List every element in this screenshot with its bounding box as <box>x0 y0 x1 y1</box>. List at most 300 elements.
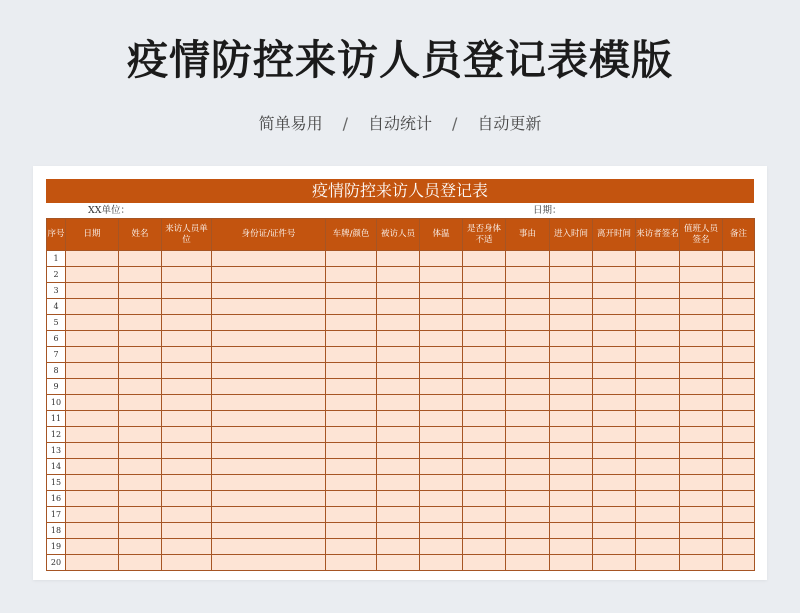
table-cell[interactable] <box>162 411 212 427</box>
table-cell[interactable] <box>506 523 550 539</box>
table-cell[interactable] <box>506 395 550 411</box>
table-cell[interactable] <box>66 507 119 523</box>
table-cell[interactable] <box>463 283 506 299</box>
table-cell[interactable] <box>162 267 212 283</box>
table-cell[interactable] <box>326 363 377 379</box>
table-cell[interactable] <box>680 555 723 571</box>
row-number: 15 <box>47 475 66 491</box>
table-cell[interactable] <box>420 315 463 331</box>
table-cell[interactable] <box>506 347 550 363</box>
table-cell[interactable] <box>723 411 755 427</box>
table-cell[interactable] <box>420 331 463 347</box>
row-number: 1 <box>47 251 66 267</box>
table-cell[interactable] <box>66 475 119 491</box>
table-cell[interactable] <box>326 283 377 299</box>
table-cell[interactable] <box>212 555 326 571</box>
table-cell[interactable] <box>463 427 506 443</box>
table-cell[interactable] <box>506 251 550 267</box>
table-cell[interactable] <box>550 251 593 267</box>
table-cell[interactable] <box>119 411 162 427</box>
table-cell[interactable] <box>212 539 326 555</box>
table-cell[interactable] <box>377 395 420 411</box>
table-cell[interactable] <box>162 491 212 507</box>
table-cell[interactable] <box>723 347 755 363</box>
table-cell[interactable] <box>636 379 680 395</box>
table-cell[interactable] <box>66 395 119 411</box>
table-cell[interactable] <box>593 299 636 315</box>
table-cell[interactable] <box>680 315 723 331</box>
table-cell[interactable] <box>593 283 636 299</box>
table-cell[interactable] <box>593 555 636 571</box>
table-cell[interactable] <box>119 523 162 539</box>
table-cell[interactable] <box>326 267 377 283</box>
table-cell[interactable] <box>680 363 723 379</box>
table-cell[interactable] <box>636 459 680 475</box>
row-number: 16 <box>47 491 66 507</box>
table-cell[interactable] <box>377 427 420 443</box>
table-cell[interactable] <box>162 283 212 299</box>
table-cell[interactable] <box>506 443 550 459</box>
table-cell[interactable] <box>506 475 550 491</box>
table-cell[interactable] <box>377 443 420 459</box>
date-label: 日期： <box>533 205 562 216</box>
table-cell[interactable] <box>326 443 377 459</box>
table-cell[interactable] <box>326 539 377 555</box>
table-cell[interactable] <box>680 539 723 555</box>
table-cell[interactable] <box>326 395 377 411</box>
table-cell[interactable] <box>326 475 377 491</box>
table-cell[interactable] <box>680 507 723 523</box>
table-cell[interactable] <box>377 267 420 283</box>
table-cell[interactable] <box>66 267 119 283</box>
table-row <box>47 331 755 347</box>
table-cell[interactable] <box>593 315 636 331</box>
table-cell[interactable] <box>326 251 377 267</box>
table-cell[interactable] <box>723 523 755 539</box>
table-cell[interactable] <box>326 459 377 475</box>
table-cell[interactable] <box>593 443 636 459</box>
table-cell[interactable] <box>636 251 680 267</box>
table-cell[interactable] <box>212 523 326 539</box>
table-cell[interactable] <box>463 315 506 331</box>
table-cell[interactable] <box>550 347 593 363</box>
table-cell[interactable] <box>723 379 755 395</box>
table-cell[interactable] <box>212 379 326 395</box>
table-cell[interactable] <box>550 395 593 411</box>
table-cell[interactable] <box>377 507 420 523</box>
table-cell[interactable] <box>420 379 463 395</box>
table-cell[interactable] <box>723 459 755 475</box>
table-cell[interactable] <box>680 475 723 491</box>
table-cell[interactable] <box>593 411 636 427</box>
table-cell[interactable] <box>723 251 755 267</box>
table-cell[interactable] <box>636 347 680 363</box>
table-cell[interactable] <box>66 411 119 427</box>
table-cell[interactable] <box>723 299 755 315</box>
table-cell[interactable] <box>377 459 420 475</box>
table-cell[interactable] <box>636 331 680 347</box>
table-cell[interactable] <box>550 315 593 331</box>
table-cell[interactable] <box>636 475 680 491</box>
table-cell[interactable] <box>162 523 212 539</box>
table-cell[interactable] <box>550 443 593 459</box>
table-cell[interactable] <box>506 539 550 555</box>
table-cell[interactable] <box>723 539 755 555</box>
table-cell[interactable] <box>463 299 506 315</box>
table-cell[interactable] <box>506 315 550 331</box>
table-cell[interactable] <box>212 363 326 379</box>
table-cell[interactable] <box>463 555 506 571</box>
table-row <box>47 347 755 363</box>
table-cell[interactable] <box>463 411 506 427</box>
table-cell[interactable] <box>593 491 636 507</box>
table-cell[interactable] <box>463 347 506 363</box>
table-cell[interactable] <box>119 299 162 315</box>
table-cell[interactable] <box>326 331 377 347</box>
table-cell[interactable] <box>420 475 463 491</box>
table-cell[interactable] <box>636 283 680 299</box>
table-cell[interactable] <box>162 315 212 331</box>
table-cell[interactable] <box>162 507 212 523</box>
table-cell[interactable] <box>420 507 463 523</box>
table-cell[interactable] <box>119 491 162 507</box>
table-cell[interactable] <box>66 491 119 507</box>
table-cell[interactable] <box>119 443 162 459</box>
table-cell[interactable] <box>550 427 593 443</box>
table-cell[interactable] <box>636 523 680 539</box>
table-cell[interactable] <box>326 299 377 315</box>
table-cell[interactable] <box>377 411 420 427</box>
table-cell[interactable] <box>420 491 463 507</box>
table-cell[interactable] <box>420 443 463 459</box>
table-cell[interactable] <box>66 379 119 395</box>
table-cell[interactable] <box>119 315 162 331</box>
table-cell[interactable] <box>162 539 212 555</box>
table-cell[interactable] <box>506 379 550 395</box>
table-cell[interactable] <box>593 459 636 475</box>
table-cell[interactable] <box>162 379 212 395</box>
table-cell[interactable] <box>636 267 680 283</box>
table-cell[interactable] <box>66 299 119 315</box>
table-cell[interactable] <box>723 507 755 523</box>
table-cell[interactable] <box>550 475 593 491</box>
table-row <box>47 283 755 299</box>
table-cell[interactable] <box>377 539 420 555</box>
table-cell[interactable] <box>119 267 162 283</box>
table-cell[interactable] <box>326 523 377 539</box>
table-row <box>47 443 755 459</box>
table-cell[interactable] <box>212 475 326 491</box>
table-cell[interactable] <box>506 331 550 347</box>
table-cell[interactable] <box>212 411 326 427</box>
table-cell[interactable] <box>66 427 119 443</box>
table-cell[interactable] <box>506 427 550 443</box>
table-cell[interactable] <box>420 395 463 411</box>
table-cell[interactable] <box>326 411 377 427</box>
table-cell[interactable] <box>723 491 755 507</box>
table-cell[interactable] <box>119 539 162 555</box>
table-cell[interactable] <box>162 347 212 363</box>
table-cell[interactable] <box>66 363 119 379</box>
table-cell[interactable] <box>420 299 463 315</box>
table-cell[interactable] <box>212 315 326 331</box>
table-cell[interactable] <box>593 523 636 539</box>
table-cell[interactable] <box>377 363 420 379</box>
table-cell[interactable] <box>66 315 119 331</box>
table-cell[interactable] <box>506 555 550 571</box>
table-cell[interactable] <box>550 283 593 299</box>
table-cell[interactable] <box>119 555 162 571</box>
table-cell[interactable] <box>593 379 636 395</box>
table-cell[interactable] <box>636 539 680 555</box>
table-cell[interactable] <box>326 427 377 443</box>
table-cell[interactable] <box>723 267 755 283</box>
table-cell[interactable] <box>463 251 506 267</box>
table-cell[interactable] <box>463 475 506 491</box>
table-cell[interactable] <box>550 555 593 571</box>
table-cell[interactable] <box>162 363 212 379</box>
table-cell[interactable] <box>212 507 326 523</box>
table-cell[interactable] <box>550 331 593 347</box>
table-cell[interactable] <box>212 459 326 475</box>
table-cell[interactable] <box>680 491 723 507</box>
table-cell[interactable] <box>463 539 506 555</box>
table-cell[interactable] <box>377 523 420 539</box>
table-cell[interactable] <box>66 347 119 363</box>
table-cell[interactable] <box>506 363 550 379</box>
table-cell[interactable] <box>212 267 326 283</box>
table-cell[interactable] <box>326 379 377 395</box>
table-cell[interactable] <box>212 331 326 347</box>
table-cell[interactable] <box>593 395 636 411</box>
table-cell[interactable] <box>680 267 723 283</box>
table-cell[interactable] <box>593 331 636 347</box>
table-cell[interactable] <box>377 555 420 571</box>
table-cell[interactable] <box>636 395 680 411</box>
table-cell[interactable] <box>723 315 755 331</box>
table-cell[interactable] <box>593 347 636 363</box>
table-cell[interactable] <box>636 443 680 459</box>
table-cell[interactable] <box>550 363 593 379</box>
table-cell[interactable] <box>636 491 680 507</box>
table-cell[interactable] <box>420 411 463 427</box>
table-row <box>47 267 755 283</box>
table-cell[interactable] <box>463 395 506 411</box>
table-cell[interactable] <box>593 251 636 267</box>
table-cell[interactable] <box>377 347 420 363</box>
table-cell[interactable] <box>680 299 723 315</box>
table-cell[interactable] <box>420 427 463 443</box>
table-cell[interactable] <box>212 251 326 267</box>
table-cell[interactable] <box>463 523 506 539</box>
table-cell[interactable] <box>463 443 506 459</box>
table-cell[interactable] <box>506 411 550 427</box>
table-cell[interactable] <box>66 251 119 267</box>
unit-label: XX单位： <box>88 205 131 216</box>
table-cell[interactable] <box>212 491 326 507</box>
table-cell[interactable] <box>326 555 377 571</box>
table-cell[interactable] <box>212 299 326 315</box>
table-cell[interactable] <box>377 475 420 491</box>
table-cell[interactable] <box>550 459 593 475</box>
table-cell[interactable] <box>162 251 212 267</box>
table-cell[interactable] <box>420 539 463 555</box>
table-cell[interactable] <box>680 379 723 395</box>
table-row <box>47 555 755 571</box>
table-cell[interactable] <box>463 459 506 475</box>
table-cell[interactable] <box>463 363 506 379</box>
table-cell[interactable] <box>680 251 723 267</box>
table-cell[interactable] <box>506 507 550 523</box>
table-cell[interactable] <box>636 315 680 331</box>
table-cell[interactable] <box>119 347 162 363</box>
table-cell[interactable] <box>66 539 119 555</box>
table-cell[interactable] <box>463 491 506 507</box>
table-cell[interactable] <box>593 507 636 523</box>
table-cell[interactable] <box>326 491 377 507</box>
table-cell[interactable] <box>550 267 593 283</box>
table-cell[interactable] <box>636 555 680 571</box>
table-cell[interactable] <box>212 427 326 443</box>
table-cell[interactable] <box>119 507 162 523</box>
table-cell[interactable] <box>723 395 755 411</box>
table-cell[interactable] <box>119 427 162 443</box>
table-cell[interactable] <box>550 507 593 523</box>
table-cell[interactable] <box>377 299 420 315</box>
table-cell[interactable] <box>550 523 593 539</box>
table-cell[interactable] <box>326 347 377 363</box>
table-row <box>47 507 755 523</box>
table-cell[interactable] <box>420 283 463 299</box>
table-cell[interactable] <box>377 315 420 331</box>
table-cell[interactable] <box>550 411 593 427</box>
table-cell[interactable] <box>680 443 723 459</box>
table-cell[interactable] <box>119 395 162 411</box>
table-cell[interactable] <box>723 555 755 571</box>
table-cell[interactable] <box>119 379 162 395</box>
table-cell[interactable] <box>636 299 680 315</box>
table-cell[interactable] <box>593 475 636 491</box>
table-cell[interactable] <box>463 267 506 283</box>
table-cell[interactable] <box>420 363 463 379</box>
column-header-index: 序号 <box>47 219 66 251</box>
column-header-visitor-unit: 来访人员单位 <box>162 219 212 251</box>
table-cell[interactable] <box>66 283 119 299</box>
table-cell[interactable] <box>636 411 680 427</box>
table-cell[interactable] <box>162 395 212 411</box>
table-cell[interactable] <box>162 443 212 459</box>
table-cell[interactable] <box>550 379 593 395</box>
table-cell[interactable] <box>506 283 550 299</box>
table-cell[interactable] <box>723 443 755 459</box>
row-number: 3 <box>47 283 66 299</box>
table-cell[interactable] <box>162 427 212 443</box>
table-cell[interactable] <box>680 459 723 475</box>
table-row <box>47 523 755 539</box>
table-cell[interactable] <box>420 459 463 475</box>
table-cell[interactable] <box>212 283 326 299</box>
table-cell[interactable] <box>162 475 212 491</box>
table-cell[interactable] <box>680 523 723 539</box>
table-cell[interactable] <box>420 347 463 363</box>
table-cell[interactable] <box>119 459 162 475</box>
table-cell[interactable] <box>420 555 463 571</box>
table-cell[interactable] <box>636 363 680 379</box>
table-cell[interactable] <box>377 379 420 395</box>
table-cell[interactable] <box>212 443 326 459</box>
table-cell[interactable] <box>506 299 550 315</box>
table-cell[interactable] <box>326 315 377 331</box>
table-cell[interactable] <box>162 299 212 315</box>
table-cell[interactable] <box>723 331 755 347</box>
table-cell[interactable] <box>593 427 636 443</box>
table-cell[interactable] <box>420 251 463 267</box>
table-cell[interactable] <box>680 331 723 347</box>
column-header-plate-color: 车牌/颜色 <box>326 219 377 251</box>
table-cell[interactable] <box>463 331 506 347</box>
table-cell[interactable] <box>680 347 723 363</box>
table-cell[interactable] <box>66 331 119 347</box>
table-cell[interactable] <box>377 491 420 507</box>
table-cell[interactable] <box>463 379 506 395</box>
table-cell[interactable] <box>550 299 593 315</box>
table-cell[interactable] <box>506 491 550 507</box>
table-cell[interactable] <box>636 507 680 523</box>
table-cell[interactable] <box>66 555 119 571</box>
table-cell[interactable] <box>66 459 119 475</box>
table-cell[interactable] <box>723 283 755 299</box>
table-cell[interactable] <box>550 539 593 555</box>
table-cell[interactable] <box>326 507 377 523</box>
table-cell[interactable] <box>119 251 162 267</box>
table-cell[interactable] <box>377 251 420 267</box>
table-cell[interactable] <box>212 347 326 363</box>
table-cell[interactable] <box>506 459 550 475</box>
table-cell[interactable] <box>119 331 162 347</box>
table-row <box>47 475 755 491</box>
table-cell[interactable] <box>636 427 680 443</box>
table-cell[interactable] <box>680 427 723 443</box>
table-cell[interactable] <box>212 395 326 411</box>
table-cell[interactable] <box>66 443 119 459</box>
table-cell[interactable] <box>420 523 463 539</box>
column-header-exit-time: 离开时间 <box>593 219 636 251</box>
table-cell[interactable] <box>506 267 550 283</box>
table-cell[interactable] <box>723 475 755 491</box>
table-cell[interactable] <box>593 267 636 283</box>
table-cell[interactable] <box>66 523 119 539</box>
table-cell[interactable] <box>593 539 636 555</box>
table-cell[interactable] <box>420 267 463 283</box>
table-cell[interactable] <box>119 363 162 379</box>
table-cell[interactable] <box>593 363 636 379</box>
table-cell[interactable] <box>550 491 593 507</box>
table-cell[interactable] <box>119 283 162 299</box>
table-cell[interactable] <box>680 395 723 411</box>
table-cell[interactable] <box>162 555 212 571</box>
table-cell[interactable] <box>119 475 162 491</box>
table-cell[interactable] <box>377 331 420 347</box>
table-cell[interactable] <box>463 507 506 523</box>
table-cell[interactable] <box>723 427 755 443</box>
table-cell[interactable] <box>723 363 755 379</box>
table-cell[interactable] <box>162 459 212 475</box>
table-cell[interactable] <box>377 283 420 299</box>
table-cell[interactable] <box>162 331 212 347</box>
table-cell[interactable] <box>680 283 723 299</box>
row-number: 2 <box>47 267 66 283</box>
table-cell[interactable] <box>680 411 723 427</box>
